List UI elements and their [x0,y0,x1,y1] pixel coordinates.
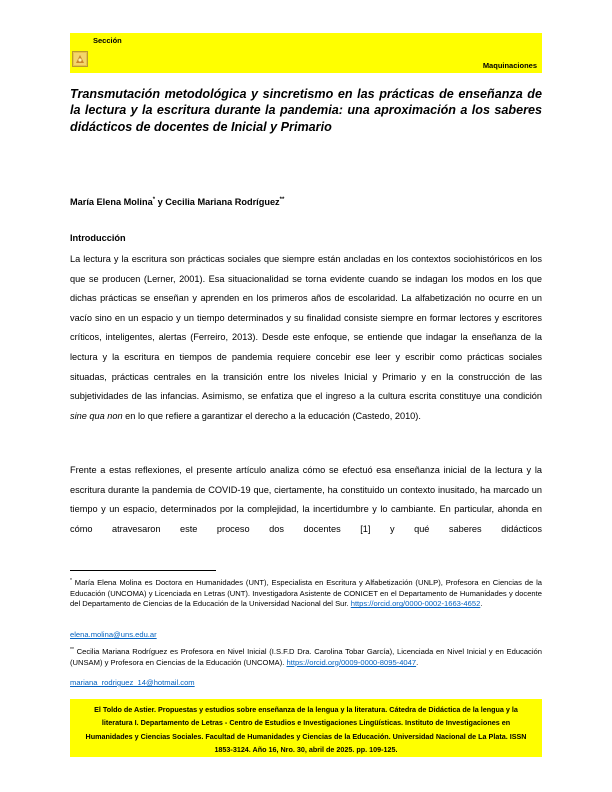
footnote-2-orcid-link[interactable]: https://orcid.org/0009-0000-8095-4047 [286,657,417,667]
author-1: María Elena Molina [70,197,153,207]
footnote-1-text: María Elena Molina es Doctora en Humanidades (UNT), Especialista en Escritura y Alfabetización (UNLP), Profesora en Ciencias de la Educación (UNCOMA) y Licenciada en Letras (UNT). Investigadora Asistente de CONICET en el Departamento de Humanidades y docente del Departamento de Ciencias de la Educación de la Universidad Nacional del Sur. [70,578,542,609]
author-line [70,197,284,207]
author-1-footnote-mark[interactable]: * [152,197,156,203]
footnote-1-email-link[interactable]: elena.molina@uns.edu.ar [70,630,157,639]
journal-citation-footer [70,699,542,757]
article-title: Transmutación metodológica y sincretismo en las prácticas de enseñanza de la lectura y la escritura durante la pandemia: una aproximación a los saberes didácticos de docentes de Inicial y Primario [70,87,542,134]
footnote-separator [70,570,216,571]
section-heading-introduccion: Introducción [70,233,126,243]
journal-citation-text: El Toldo de Astier. Propuestas y estudios sobre enseñanza de la lengua y la literatura. Cátedra de Didáctica de la lengua y la literatura I. Departamento de Letras - Centro de Estudios e Investigaciones Lingüísticas. Instituto de Investigaciones en Humanidades y Ciencias Sociales. Facultad de Humanidades y Ciencias de la Educación. Universidad Nacional de La Plata. ISSN 1853-3124. Año 16, Nro. 30, abril de 2025. pp. 109-125. [85,705,527,755]
author-connector: y [155,197,166,207]
section-name: Maquinaciones [482,61,537,70]
body-paragraph-2: Frente a estas reflexiones, el presente artículo analiza cómo se efectuó esa enseñanza inicial de la lectura y la escritura durante la pandemia de COVID-19 que, ciertamente, ha constituido un contexto inusitado, ha marcado un tiempo y un espacio, determinados por la complejidad, la incertidumbre y lo cambiante. En particular, ahonda en cómo atravesaron este proceso dos docentes [1] y qué saberes didácticos [70,465,542,534]
author-2: Cecilia Mariana Rodríguez [165,197,280,207]
footnote-2-end: . [416,657,419,667]
paragraph-1-italic: sine qua non [70,410,123,421]
author-2-footnote-mark[interactable]: ** [279,197,285,203]
section-label: Sección [93,36,122,45]
header-band [70,33,542,73]
footnote-2-text: Cecilia Mariana Rodríguez es Profesora en Nivel Inicial (I.S.F.D Dra. Carolina Tobar García), Licenciada en Nivel Inicial y en Educación (UNSAM) y Profesora en Ciencias de la Educación (UNCOMA). [70,647,542,667]
footnote-1-mark: * [70,578,72,584]
footnote-2-email-link[interactable]: mariana_rodriguez_14@hotmail.com [70,678,195,687]
journal-logo-icon [72,51,88,67]
footnote-2 [70,645,542,668]
paragraph-1-text: La lectura y la escritura son prácticas sociales que siempre están ancladas en los contextos sociohistóricos en los que se producen (Lerner, 2001). Esa situacionalidad se torna evidente cuando se indagan los modos en los que dichas prácticas se enseñan y aprenden en los primeros años de escolaridad. La alfabetización no ocurre en un vacío sino en un espacio y un tiempo determinados y su finalidad consiste siempre en formar lectores y escritores críticos, inteligentes, alertas (Ferreiro, 2013). Desde este enfoque, se entiende que indagar la enseñanza de la lectura y la escritura en tiempos de pandemia requiere concebir ese leer y escribir como prácticas sociales situadas, prácticas centrales en la transición entre los niveles Inicial y Primario y en la construcción de las subjetividades de las infancias. Asimismo, se enfatiza que el ingreso a la cultura escrita constituye una condición [70,254,542,402]
paragraph-1-text-end: en lo que refiere a garantizar el derecho a la educación (Castedo, 2010). [122,410,421,421]
footnote-1-end: . [480,599,483,609]
footnote-2-mark: ** [70,647,74,653]
footnote-1-orcid-link[interactable]: https://orcid.org/0000-0002-1663-4652 [350,599,481,609]
body-paragraph-1 [70,250,542,426]
footnote-1 [70,576,542,610]
